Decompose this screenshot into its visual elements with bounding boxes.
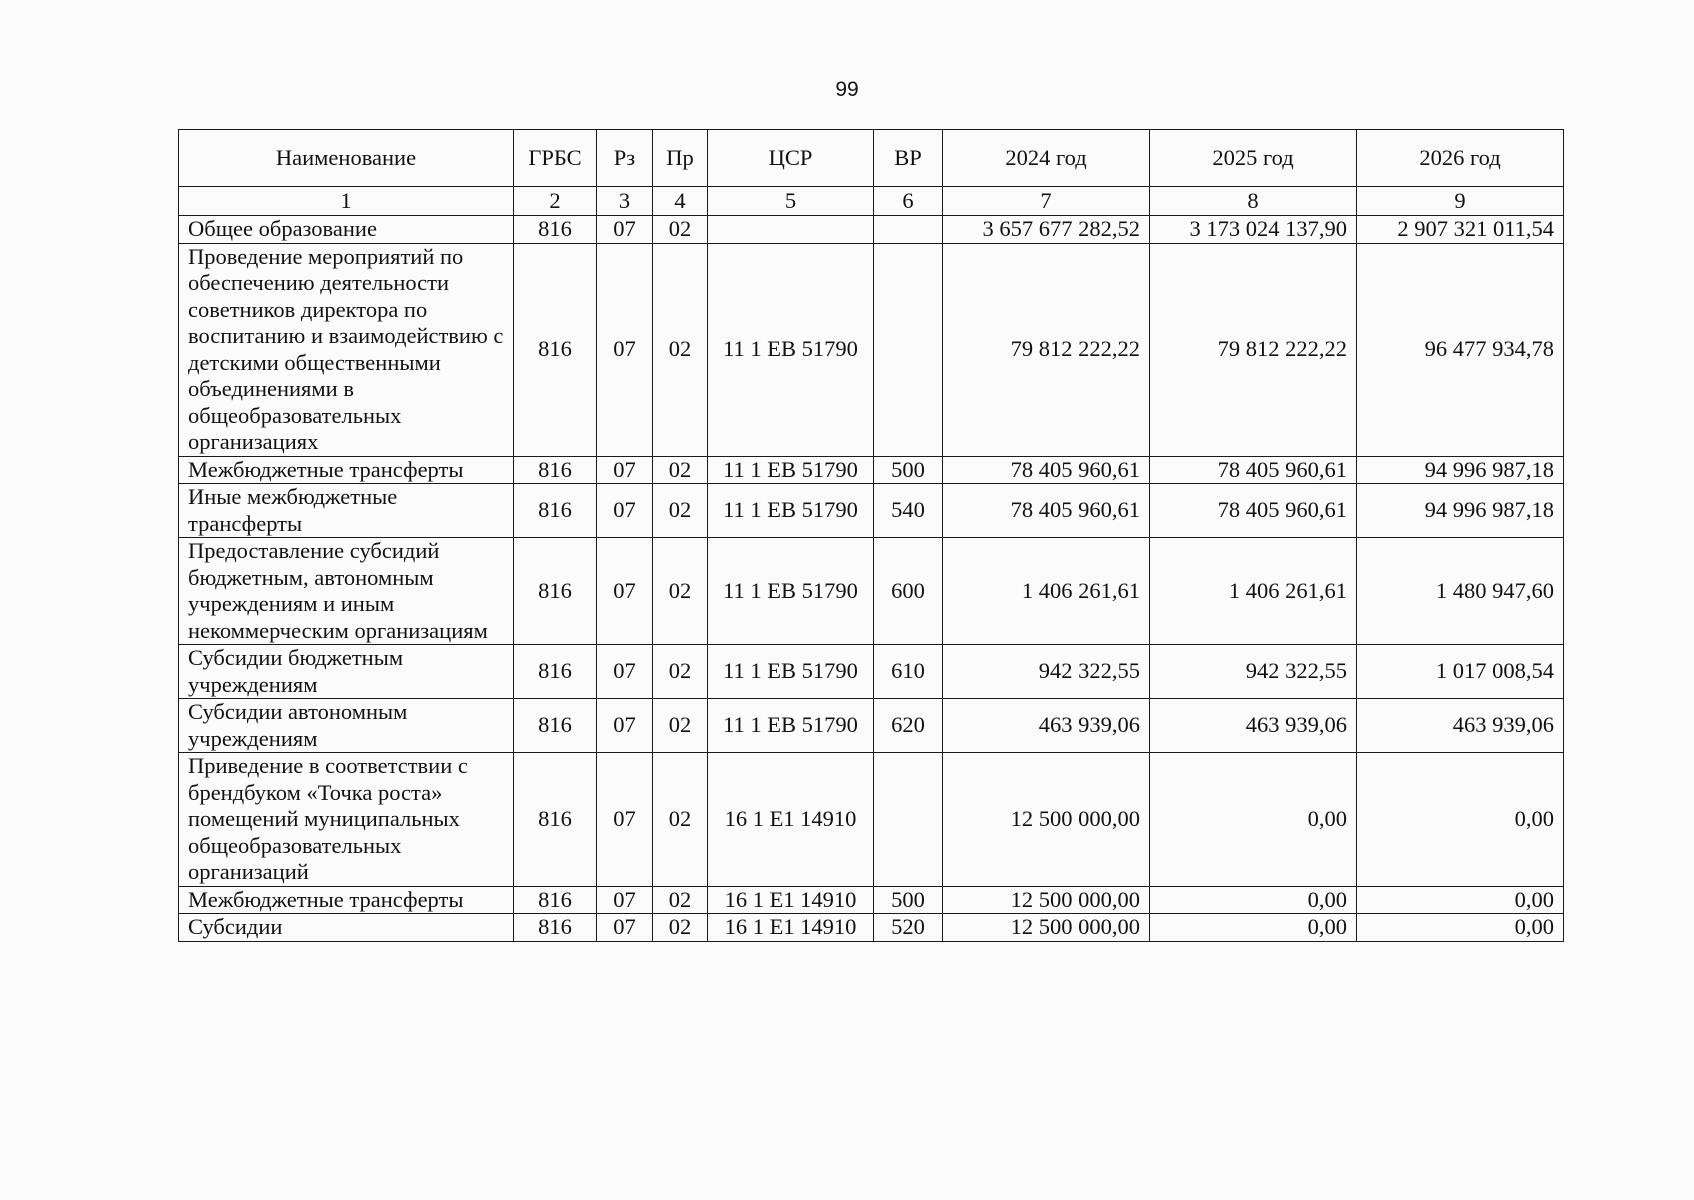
cell-amount-2025: 3 173 024 137,90 xyxy=(1150,216,1357,244)
cell-amount-2025: 78 405 960,61 xyxy=(1150,456,1357,484)
table-body xyxy=(179,187,1564,942)
cell-grbs: 816 xyxy=(514,699,597,753)
cell-amount-2026: 0,00 xyxy=(1357,886,1564,914)
cell-grbs: 816 xyxy=(514,456,597,484)
cell-pr: 02 xyxy=(653,216,708,244)
header-pr: Пр xyxy=(653,130,708,187)
header-2024: 2024 год xyxy=(943,130,1150,187)
cell-amount-2025: 942 322,55 xyxy=(1150,645,1357,699)
cell-amount-2024: 12 500 000,00 xyxy=(943,753,1150,887)
cell-vr xyxy=(874,243,943,456)
page-number: 99 xyxy=(835,78,859,101)
cell-name: Субсидии xyxy=(179,914,514,942)
cell-csr: 16 1 Е1 14910 xyxy=(708,914,874,942)
cell-csr: 16 1 Е1 14910 xyxy=(708,753,874,887)
cell-vr xyxy=(874,753,943,887)
table-header-row xyxy=(179,130,1564,187)
cell-name: Приведение в соответствии с брендбуком «Точка роста» помещений муниципальных общеобразовательных организаций xyxy=(179,753,514,887)
header-vr: ВР xyxy=(874,130,943,187)
table-row xyxy=(179,699,1564,753)
column-number: 3 xyxy=(597,187,653,216)
cell-grbs: 816 xyxy=(514,914,597,942)
table-row xyxy=(179,914,1564,942)
cell-amount-2025: 0,00 xyxy=(1150,914,1357,942)
column-number: 2 xyxy=(514,187,597,216)
column-number: 4 xyxy=(653,187,708,216)
cell-pr: 02 xyxy=(653,699,708,753)
table-row xyxy=(179,538,1564,645)
cell-rz: 07 xyxy=(597,484,653,538)
cell-pr: 02 xyxy=(653,484,708,538)
header-csr: ЦСР xyxy=(708,130,874,187)
cell-amount-2025: 79 812 222,22 xyxy=(1150,243,1357,456)
cell-grbs: 816 xyxy=(514,484,597,538)
cell-vr: 620 xyxy=(874,699,943,753)
cell-rz: 07 xyxy=(597,645,653,699)
cell-csr: 11 1 ЕВ 51790 xyxy=(708,699,874,753)
column-number: 5 xyxy=(708,187,874,216)
cell-amount-2025: 1 406 261,61 xyxy=(1150,538,1357,645)
cell-rz: 07 xyxy=(597,753,653,887)
cell-csr xyxy=(708,216,874,244)
cell-vr: 500 xyxy=(874,886,943,914)
cell-csr: 16 1 Е1 14910 xyxy=(708,886,874,914)
cell-pr: 02 xyxy=(653,243,708,456)
cell-grbs: 816 xyxy=(514,216,597,244)
cell-name: Предоставление субсидий бюджетным, автономным учреждениям и иным некоммерческим организациям xyxy=(179,538,514,645)
column-number: 6 xyxy=(874,187,943,216)
cell-vr: 500 xyxy=(874,456,943,484)
cell-amount-2026: 0,00 xyxy=(1357,914,1564,942)
cell-name: Проведение мероприятий по обеспечению деятельности советников директора по воспитанию и взаимодействию с детскими общественными объединениями в общеобразовательных организациях xyxy=(179,243,514,456)
cell-amount-2026: 1 480 947,60 xyxy=(1357,538,1564,645)
cell-amount-2024: 12 500 000,00 xyxy=(943,914,1150,942)
header-rz: Рз xyxy=(597,130,653,187)
cell-grbs: 816 xyxy=(514,886,597,914)
table-row xyxy=(179,753,1564,887)
cell-amount-2026: 0,00 xyxy=(1357,753,1564,887)
cell-pr: 02 xyxy=(653,456,708,484)
cell-amount-2025: 78 405 960,61 xyxy=(1150,484,1357,538)
cell-grbs: 816 xyxy=(514,243,597,456)
cell-vr: 600 xyxy=(874,538,943,645)
column-number: 7 xyxy=(943,187,1150,216)
cell-name: Межбюджетные трансферты xyxy=(179,456,514,484)
column-number-row xyxy=(179,187,1564,216)
cell-grbs: 816 xyxy=(514,753,597,887)
cell-rz: 07 xyxy=(597,243,653,456)
cell-amount-2025: 0,00 xyxy=(1150,753,1357,887)
cell-amount-2024: 78 405 960,61 xyxy=(943,456,1150,484)
cell-pr: 02 xyxy=(653,538,708,645)
cell-rz: 07 xyxy=(597,914,653,942)
cell-pr: 02 xyxy=(653,753,708,887)
cell-amount-2024: 1 406 261,61 xyxy=(943,538,1150,645)
cell-rz: 07 xyxy=(597,216,653,244)
cell-amount-2024: 942 322,55 xyxy=(943,645,1150,699)
budget-table xyxy=(178,129,1564,942)
cell-name: Иные межбюджетные трансферты xyxy=(179,484,514,538)
cell-amount-2024: 79 812 222,22 xyxy=(943,243,1150,456)
header-name: Наименование xyxy=(179,130,514,187)
cell-grbs: 816 xyxy=(514,538,597,645)
cell-amount-2026: 2 907 321 011,54 xyxy=(1357,216,1564,244)
cell-vr xyxy=(874,216,943,244)
cell-csr: 11 1 ЕВ 51790 xyxy=(708,645,874,699)
cell-pr: 02 xyxy=(653,914,708,942)
cell-csr: 11 1 ЕВ 51790 xyxy=(708,243,874,456)
table-row xyxy=(179,243,1564,456)
cell-amount-2024: 12 500 000,00 xyxy=(943,886,1150,914)
cell-amount-2024: 3 657 677 282,52 xyxy=(943,216,1150,244)
table-row xyxy=(179,456,1564,484)
table-row xyxy=(179,645,1564,699)
cell-amount-2024: 463 939,06 xyxy=(943,699,1150,753)
cell-rz: 07 xyxy=(597,886,653,914)
cell-name: Субсидии автономным учреждениям xyxy=(179,699,514,753)
cell-name: Общее образование xyxy=(179,216,514,244)
cell-csr: 11 1 ЕВ 51790 xyxy=(708,456,874,484)
cell-rz: 07 xyxy=(597,538,653,645)
cell-amount-2025: 463 939,06 xyxy=(1150,699,1357,753)
header-grbs: ГРБС xyxy=(514,130,597,187)
cell-rz: 07 xyxy=(597,699,653,753)
header-2025: 2025 год xyxy=(1150,130,1357,187)
column-number: 1 xyxy=(179,187,514,216)
cell-vr: 540 xyxy=(874,484,943,538)
cell-amount-2026: 463 939,06 xyxy=(1357,699,1564,753)
cell-grbs: 816 xyxy=(514,645,597,699)
cell-pr: 02 xyxy=(653,645,708,699)
cell-name: Субсидии бюджетным учреждениям xyxy=(179,645,514,699)
cell-csr: 11 1 ЕВ 51790 xyxy=(708,538,874,645)
table-row xyxy=(179,216,1564,244)
column-number: 9 xyxy=(1357,187,1564,216)
cell-rz: 07 xyxy=(597,456,653,484)
cell-vr: 610 xyxy=(874,645,943,699)
cell-csr: 11 1 ЕВ 51790 xyxy=(708,484,874,538)
cell-name: Межбюджетные трансферты xyxy=(179,886,514,914)
cell-amount-2026: 96 477 934,78 xyxy=(1357,243,1564,456)
table-row xyxy=(179,484,1564,538)
cell-amount-2024: 78 405 960,61 xyxy=(943,484,1150,538)
cell-amount-2025: 0,00 xyxy=(1150,886,1357,914)
cell-amount-2026: 1 017 008,54 xyxy=(1357,645,1564,699)
table-row xyxy=(179,886,1564,914)
cell-amount-2026: 94 996 987,18 xyxy=(1357,484,1564,538)
cell-vr: 520 xyxy=(874,914,943,942)
cell-pr: 02 xyxy=(653,886,708,914)
cell-amount-2026: 94 996 987,18 xyxy=(1357,456,1564,484)
header-2026: 2026 год xyxy=(1357,130,1564,187)
column-number: 8 xyxy=(1150,187,1357,216)
